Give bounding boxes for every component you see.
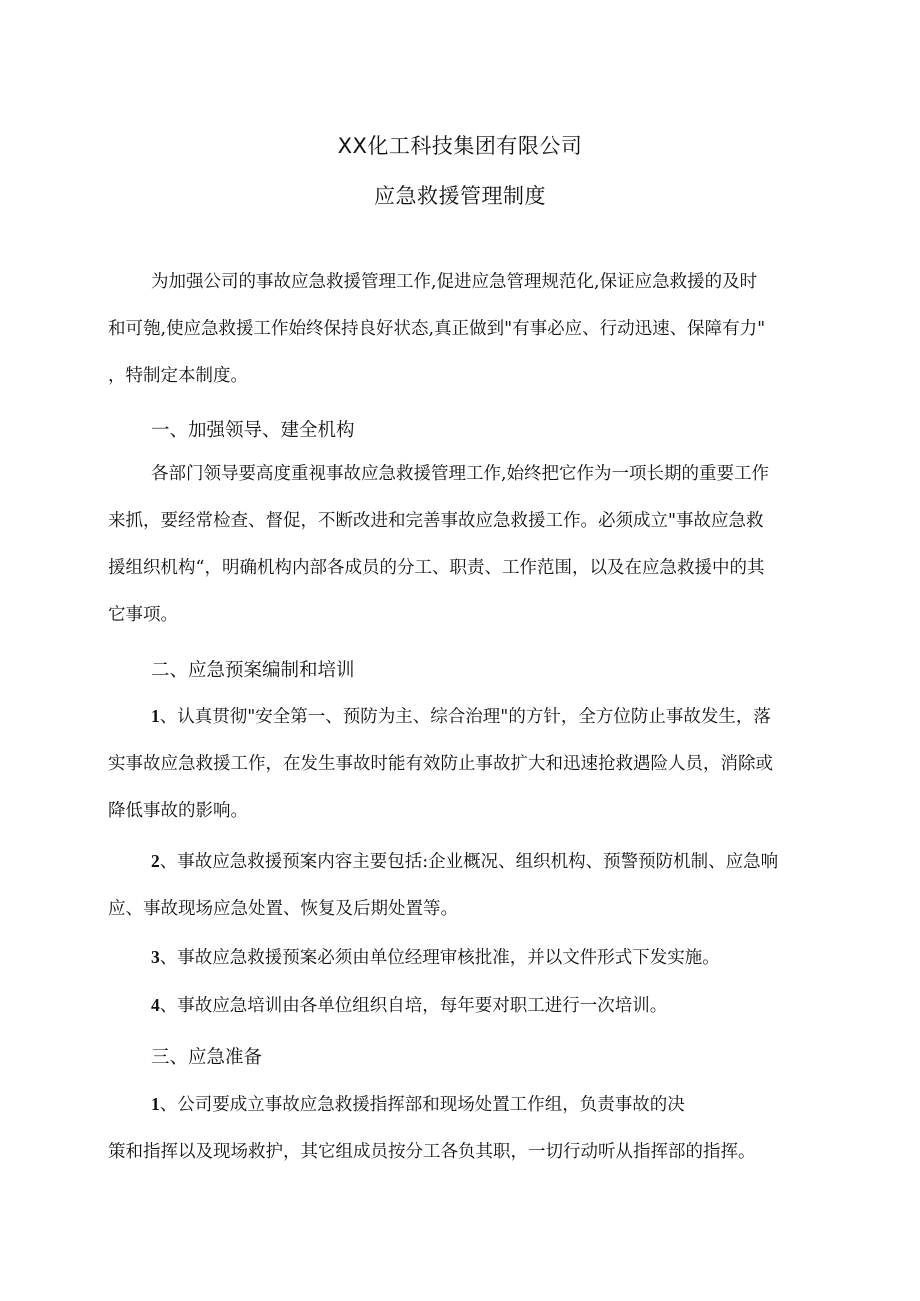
section2-item-2	[108, 838, 814, 933]
section3-item1-line: 1、公司要成立事故应急救援指挥部和现场处置工作组，负责事故的决	[151, 1094, 685, 1115]
intro-line: ，特制定本制度。	[108, 366, 248, 386]
section1-paragraph	[108, 451, 814, 639]
item-number: 1	[151, 1094, 160, 1114]
section1-line: 各部门领导要高度重视事故应急救援管理工作,始终把它作为一项长期的重要工作	[151, 464, 770, 484]
section2-item2-line: 2、事故应急救援预案内容主要包括:企业概况、组织机构、预警预防机制、应急响	[151, 851, 779, 872]
section2-item1-line: 实事故应急救援工作，在发生事故时能有效防止事故扩大和迅速抢救遇险人员，消除或	[108, 754, 773, 774]
section3-item1-line: 策和指挥以及现场救护，其它组成员按分工各负其职，一切行动听从指挥部的指挥。	[108, 1142, 756, 1162]
item-number: 2	[151, 851, 160, 871]
item-number: 3	[151, 947, 160, 967]
intro-line: 为加强公司的事故应急救援管理工作,促进应急管理规范化,保证应急救援的及时	[151, 272, 758, 292]
section2-item-3	[108, 934, 814, 982]
section1-line: 来抓，要经常检查、督促，不断改进和完善事故应急救援工作。必须成立"事故应急救	[108, 511, 764, 531]
section3-heading: 三、应急准备	[151, 1047, 263, 1068]
section1-line: 援组织机构“，明确机构内部各成员的分工、职责、工作范围，以及在应急救援中的其	[108, 558, 765, 578]
section2-item1-line: 降低事故的影响。	[108, 801, 248, 821]
section3-item-1	[108, 1081, 814, 1176]
intro-line: 和可匏,使应急救援工作始终保持良好状态,真正做到"有事必应、行动迅速、保障有力"	[108, 319, 766, 339]
section2-heading: 二、应急预案编制和培训	[151, 660, 355, 681]
section2-item2-line: 应、事故现场应急处置、恢复及后期处置等。	[108, 899, 458, 919]
section2-item4-line: 4、事故应急培训由各单位组织自培，每年要对职工进行一次培训。	[151, 995, 668, 1016]
document-title: 应急救援管理制度	[374, 184, 546, 208]
section1-line: 它事项。	[108, 605, 178, 625]
section2-item-1	[108, 693, 814, 835]
item-number: 4	[151, 995, 160, 1015]
company-title: XX化工科技集团有限公司	[337, 134, 583, 158]
item-number: 1	[151, 706, 160, 726]
section2-item1-line: 1、认真贯彻"安全第一、预防为主、综合治理"的方针，全方位防止事故发生，落	[151, 706, 771, 727]
section2-item3-line: 3、事故应急救援预案必须由单位经理审核批准，并以文件形式下发实施。	[151, 947, 720, 968]
intro-paragraph	[108, 259, 814, 400]
section2-item-4	[108, 982, 814, 1030]
section1-heading: 一、加强领导、建全机构	[151, 420, 355, 441]
